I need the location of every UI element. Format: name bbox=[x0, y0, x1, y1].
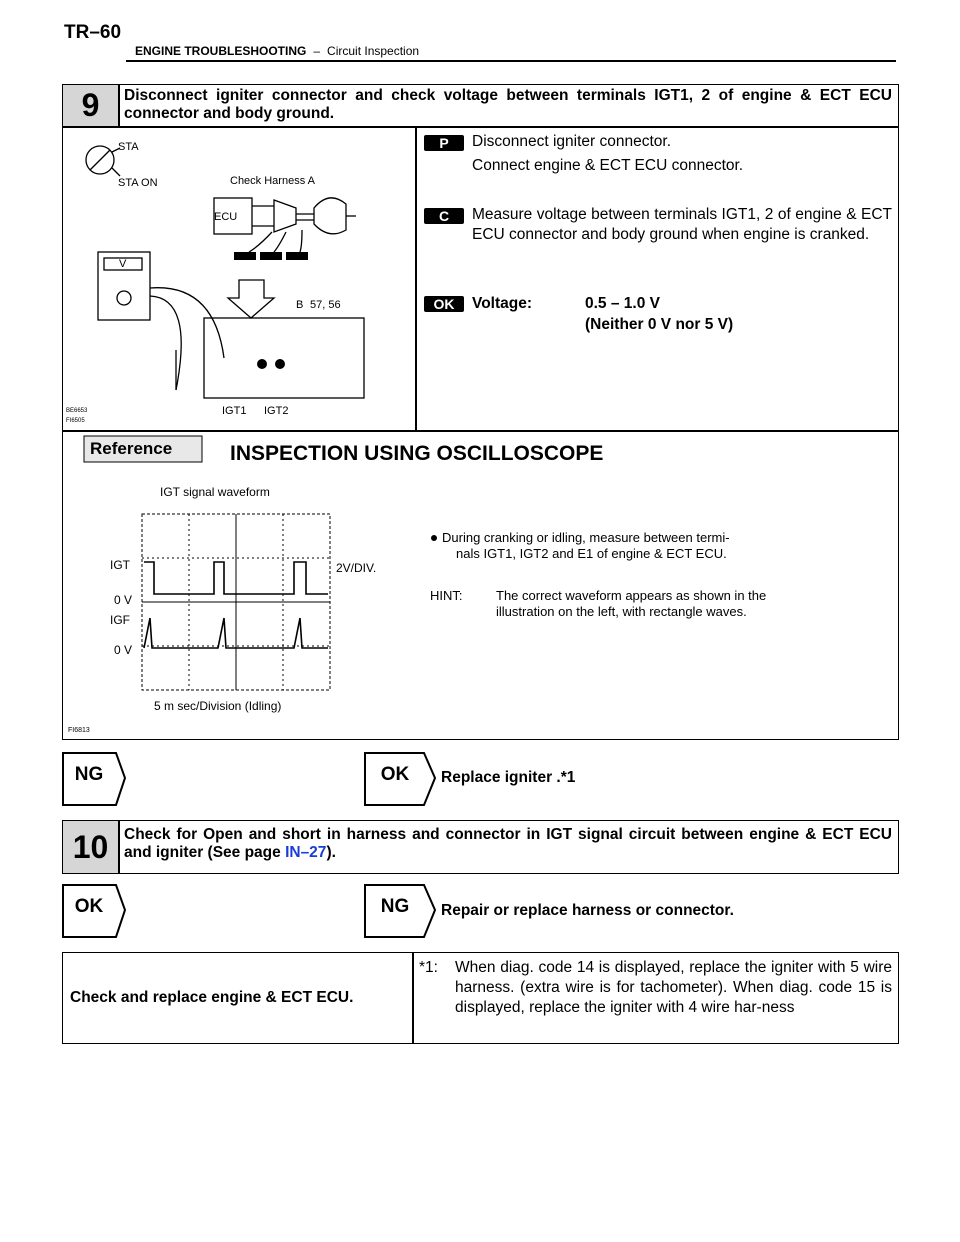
divider bbox=[415, 126, 417, 431]
footnote-key: *1: bbox=[419, 959, 438, 976]
footnote-text: When diag. code 14 is displayed, replace the igniter with 5 wire harness. (extra wire is for tachometer). When diag. code 15 is displayed, replace the igniter with 4 wire har-ness bbox=[455, 959, 892, 1016]
ng-tag-2: NG bbox=[364, 884, 436, 938]
ok-value1: 0.5 – 1.0 V bbox=[585, 295, 660, 312]
label-check-harness: Check Harness A bbox=[230, 175, 315, 187]
header-rule bbox=[126, 60, 896, 62]
step9-title: Disconnect igniter connector and check voltage between terminals IGT1, 2 of engine & ECT ECU connector and body ground. bbox=[124, 87, 892, 122]
label-igt: IGT bbox=[110, 558, 130, 572]
p-line1: Disconnect igniter connector. bbox=[472, 133, 672, 150]
oscilloscope-figure bbox=[64, 432, 896, 738]
step10-number: 10 bbox=[63, 821, 118, 873]
bullet-line1: During cranking or idling, measure between termi- bbox=[442, 530, 730, 545]
label-b: B bbox=[296, 299, 304, 311]
page-link[interactable]: IN–27 bbox=[285, 844, 327, 861]
replace-igniter-text: Replace igniter .*1 bbox=[441, 769, 576, 786]
bullet-line2: nals IGT1, IGT2 and E1 of engine & ECT ECU. bbox=[456, 546, 727, 561]
divider bbox=[412, 952, 414, 1044]
label-pins: 57, 56 bbox=[310, 299, 341, 311]
running-header bbox=[135, 44, 419, 58]
reference-tag: Reference bbox=[90, 439, 173, 458]
label-igt1: IGT1 bbox=[222, 405, 247, 417]
ng-tag-1: NG bbox=[62, 752, 126, 806]
ok-tag-2: OK bbox=[62, 884, 126, 938]
step9-number: 9 bbox=[63, 85, 118, 126]
label-0v-1: 0 V bbox=[114, 593, 133, 607]
page-number: TR–60 bbox=[64, 22, 122, 43]
ok-label: Voltage: bbox=[472, 295, 532, 312]
header-separator: – bbox=[313, 44, 321, 58]
label-ecu: ECU bbox=[214, 211, 238, 223]
repair-harness-text: Repair or replace harness or connector. bbox=[441, 902, 734, 919]
label-v: V bbox=[119, 258, 127, 270]
label-0v-2: 0 V bbox=[114, 643, 133, 657]
subsection-title: Circuit Inspection bbox=[327, 44, 420, 58]
final-action: Check and replace engine & ECT ECU. bbox=[70, 989, 354, 1006]
ok-tag-1: OK bbox=[364, 752, 436, 806]
label-igf: IGF bbox=[110, 613, 130, 627]
reference-heading: INSPECTION USING OSCILLOSCOPE bbox=[230, 442, 604, 465]
step10-title: Check for Open and short in harness and connector in IGT signal circuit between engine & ECT ECU and igniter (See page IN–27). bbox=[124, 826, 892, 861]
label-code1: BE6653 bbox=[66, 408, 88, 414]
connector-figure bbox=[64, 128, 414, 430]
label-code2: FI6505 bbox=[66, 418, 85, 424]
section-title: ENGINE TROUBLESHOOTING bbox=[135, 44, 307, 58]
reference-code: FI6813 bbox=[68, 727, 90, 734]
label-sta-on: STA ON bbox=[118, 177, 158, 189]
waveform-title: IGT signal waveform bbox=[160, 485, 270, 499]
ok-value2: (Neither 0 V nor 5 V) bbox=[585, 316, 734, 333]
c-badge: C bbox=[424, 208, 464, 224]
ok-badge: OK bbox=[424, 296, 464, 312]
c-text: Measure voltage between terminals IGT1, 2 of engine & ECT ECU connector and body ground when engine is cranked. bbox=[472, 206, 892, 243]
hint-line2: illustration on the left, with rectangle waves. bbox=[496, 604, 747, 619]
label-sta: STA bbox=[118, 141, 139, 153]
hint-line1: The correct waveform appears as shown in the bbox=[496, 588, 767, 603]
label-div: 2V/DIV. bbox=[336, 561, 377, 575]
p-line2: Connect engine & ECT ECU connector. bbox=[472, 157, 744, 174]
p-badge: P bbox=[424, 135, 464, 151]
divider bbox=[118, 820, 120, 874]
hint-label: HINT: bbox=[430, 588, 463, 603]
label-igt2: IGT2 bbox=[264, 405, 289, 417]
label-time: 5 m sec/Division (Idling) bbox=[154, 699, 282, 713]
divider bbox=[118, 84, 120, 127]
